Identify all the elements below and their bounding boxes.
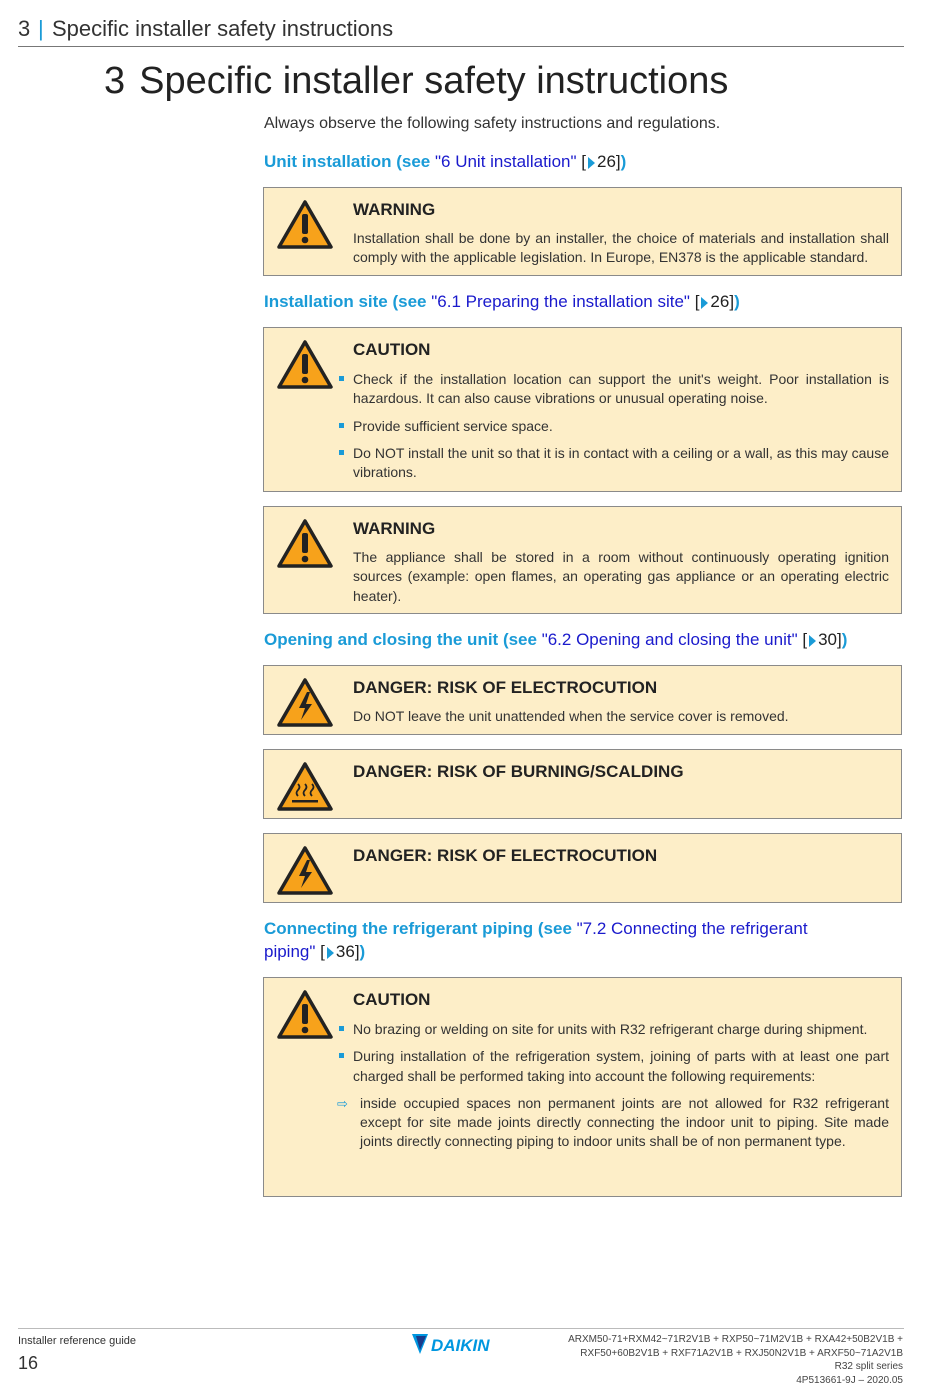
cross-reference-link[interactable]: "6.1 Preparing the installation site" [431, 292, 690, 311]
list-item: During installation of the refrigeration system, joining of parts with at least one part charged shall be performed taking into account the following requirements: [331, 1047, 889, 1086]
bullet-icon [339, 1026, 344, 1031]
box-heading: WARNING [353, 519, 436, 538]
chapter-title [104, 60, 728, 103]
box-bullet-list [331, 1020, 889, 1160]
running-head-separator: | [38, 16, 44, 41]
list-item: Provide sufficient service space. [331, 417, 889, 436]
page-number: 16 [18, 1353, 39, 1373]
bullet-icon [339, 450, 344, 455]
box-heading: WARNING [353, 200, 436, 219]
running-head-title: Specific installer safety instructions [52, 16, 394, 41]
bullet-icon [339, 376, 344, 381]
list-item: No brazing or welding on site for units with R32 refrigerant charge during shipment. [331, 1020, 889, 1039]
brand-name: DAIKIN [431, 1336, 490, 1355]
electrocution-icon [277, 678, 333, 728]
box-heading: DANGER: RISK OF ELECTROCUTION [353, 846, 658, 865]
box-text: Installation shall be done by an installer, the choice of materials and installation shall comply with the applicable legislation. In Europe, EN378 is the applicable standard. [353, 230, 889, 266]
hot-surface-icon [277, 762, 333, 812]
cross-reference-link[interactable]: "7.2 Connecting the refrigerant piping" [264, 919, 808, 961]
intro-text: Always observe the following safety instructions and regulations. [264, 115, 721, 132]
section-heading-installation-site: Installation site (see "6.1 Preparing the installation site" [ 26]) [264, 292, 740, 311]
page-arrow-icon [327, 947, 334, 959]
running-head-chapter-num: 3 [18, 16, 31, 41]
list-item: ⇨ inside occupied spaces non permanent joints are not allowed for R32 refrigerant except for site made joints directly connecting the indoor unit to piping. Site made joints directly connecting piping to indoor units shall be of non permanent type. [337, 1094, 889, 1150]
electrocution-icon [277, 846, 333, 896]
danger-box [263, 749, 902, 819]
running-head [18, 14, 904, 47]
section-heading-refrigerant-piping: Connecting the refrigerant piping (see "7.2 Connecting the refrigerant piping" [ 36]) [264, 919, 808, 961]
cross-reference-link[interactable]: "6.2 Opening and closing the unit" [541, 630, 798, 649]
danger-box [263, 833, 902, 903]
box-bullet-list [331, 370, 889, 490]
arrow-right-icon: ⇨ [337, 1095, 348, 1111]
box-text: Do NOT leave the unit unattended when the service cover is removed. [353, 708, 789, 724]
caution-box [263, 977, 902, 1197]
box-text: The appliance shall be stored in a room without continuously operating ignition sources (example: open flames, an operating gas appliance or an operating electric heater). [353, 549, 889, 604]
daikin-logo [410, 1332, 514, 1356]
box-heading: DANGER: RISK OF ELECTROCUTION [353, 678, 658, 697]
warning-exclamation-icon [277, 200, 333, 250]
section-heading-unit-installation: Unit installation (see "6 Unit installation" [ 26]) [264, 152, 627, 171]
box-heading: DANGER: RISK OF BURNING/SCALDING [353, 762, 684, 781]
footer-divider [18, 1328, 904, 1329]
chapter-number: 3 [104, 60, 126, 102]
warning-box [263, 506, 902, 614]
section-heading-opening-closing: Opening and closing the unit (see "6.2 Opening and closing the unit" [ 30]) [264, 630, 848, 649]
page-arrow-icon [701, 297, 708, 309]
bullet-icon [339, 1053, 344, 1058]
list-item: Check if the installation location can support the unit's weight. Poor installation is hazardous. It can also cause vibrations or unusual operating noise. [331, 370, 889, 409]
box-heading: CAUTION [353, 990, 431, 1009]
page-arrow-icon [809, 635, 816, 647]
warning-exclamation-icon [277, 990, 333, 1040]
cross-reference-link[interactable]: "6 Unit installation" [434, 152, 577, 171]
danger-box [263, 665, 902, 735]
footer-model-info: ARXM50-71+RXM42~71R2V1B + RXP50~71M2V1B + RXA42+50B2V1B + RXF50+60B2V1B + RXF71A2V1B + RXJ50N2V1B + ARXF50~71A2V1B R32 split series 4P513661-9J – 2020.05 [568, 1334, 903, 1386]
chapter-title-text: Specific installer safety instructions [139, 60, 729, 102]
list-item: Do NOT install the unit so that it is in contact with a ceiling or a wall, as this may cause vibrations. [331, 444, 889, 483]
bullet-icon [339, 423, 344, 428]
box-heading: CAUTION [353, 340, 431, 359]
warning-exclamation-icon [277, 519, 333, 569]
footer-doc-type: Installer reference guide [18, 1335, 137, 1347]
warning-box [263, 187, 902, 276]
page-arrow-icon [588, 157, 595, 169]
warning-exclamation-icon [277, 340, 333, 390]
caution-box [263, 327, 902, 492]
